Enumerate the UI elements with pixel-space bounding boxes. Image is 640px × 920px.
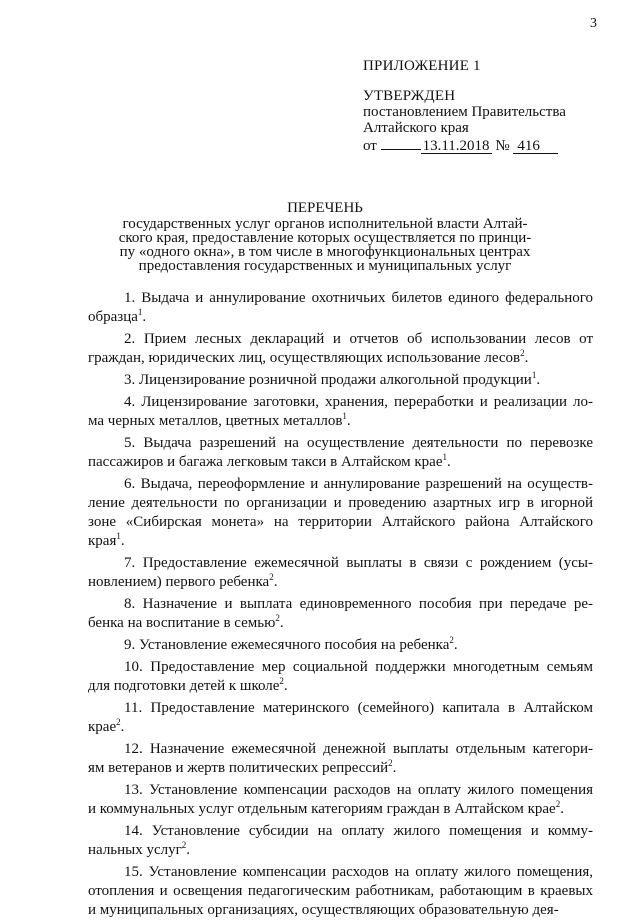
sentence-period: . — [273, 574, 278, 590]
service-item-line — [88, 863, 593, 882]
service-item-line — [88, 658, 593, 677]
service-item-text: для подготовки детей к школе — [88, 678, 280, 694]
service-item-text: ям ветеранов и жертв политических репрессий — [88, 760, 389, 776]
service-item-text: 12. Назначение ежемесячной денежной выплаты отдельным категори- — [124, 741, 593, 757]
service-item-text: 9. Установление ежемесячного пособия на ребенка — [124, 637, 450, 653]
footnote-marker: 2 — [555, 800, 561, 809]
sentence-period: . — [392, 760, 397, 776]
footnote-marker: 2 — [520, 349, 525, 358]
service-item-line — [88, 475, 593, 494]
service-item-text: новлением) первого ребенка — [88, 574, 270, 590]
service-item-line — [88, 740, 593, 759]
sentence-period: . — [283, 678, 288, 694]
sentence-period: . — [279, 615, 284, 631]
service-item-text: 3. Лицензирование розничной продажи алкогольной продукции — [124, 372, 532, 388]
service-item-line — [88, 822, 593, 841]
service-item — [88, 475, 593, 551]
sentence-period: . — [453, 637, 458, 653]
service-item-line — [88, 699, 593, 718]
service-item-line — [88, 371, 593, 390]
sentence-period: . — [447, 454, 451, 470]
service-item-text: 8. Назначение и выплата единовременного пособия при передаче ре- — [124, 596, 593, 612]
approval-block — [363, 58, 613, 154]
service-item-line — [88, 554, 593, 573]
footnote-marker: 2 — [269, 573, 274, 582]
approval-date: 13.11.2018 — [422, 138, 490, 154]
service-item-line — [88, 412, 593, 431]
service-item-line — [88, 393, 593, 412]
service-item-text: 6. Выдача, переоформление и аннулирование разрешений на осуществ- — [124, 476, 593, 492]
service-item-line — [88, 595, 593, 614]
service-item-line — [88, 513, 593, 532]
service-item-text: 4. Лицензирование заготовки, хранения, переработки и реализации ло- — [124, 394, 593, 410]
service-item-text: 2. Прием лесных деклараций и отчетов об использовании лесов от — [124, 331, 593, 347]
service-item-line — [88, 901, 593, 920]
footnote-marker: 2 — [388, 759, 393, 768]
service-item-line — [88, 636, 593, 655]
service-item — [88, 699, 593, 737]
service-item — [88, 554, 593, 592]
service-item — [88, 658, 593, 696]
service-item-line — [88, 573, 593, 592]
heading-line: предоставления государственных и муниципальных услуг — [138, 258, 512, 274]
service-item-line — [88, 718, 593, 737]
service-item-text: и коммунальных услуг отдельным категориям граждан в Алтайском крае — [88, 801, 556, 817]
sentence-period: . — [120, 719, 125, 735]
service-item — [88, 330, 593, 368]
sentence-period: . — [536, 372, 541, 388]
footnote-marker: 2 — [181, 841, 187, 850]
service-item-text: 1. Выдача и аннулирование охотничьих билетов единого федерального — [124, 290, 593, 306]
sentence-period: . — [186, 842, 191, 858]
service-item-line — [88, 781, 593, 800]
service-item-text: образца — [88, 309, 138, 325]
heading-title: ПЕРЕЧЕНЬ — [287, 200, 363, 216]
service-item-line — [88, 882, 593, 901]
service-item-text: 13. Установление компенсации расходов на оплату жилого помещения — [124, 782, 593, 798]
sentence-period: . — [346, 413, 351, 429]
service-item — [88, 393, 593, 431]
appendix-title: ПРИЛОЖЕНИЕ 1 — [363, 58, 481, 74]
service-item — [88, 595, 593, 633]
service-item-text: 15. Установление компенсации расходов на оплату жилого помещения, — [124, 864, 593, 880]
approval-line-1: постановлением Правительства — [363, 104, 566, 120]
sentence-period: . — [524, 350, 529, 366]
service-item — [88, 740, 593, 778]
service-item-line — [88, 434, 593, 453]
approval-number: 416 — [513, 139, 558, 154]
service-item-text: пассажиров и багажа легковым такси в Алтайском крае — [88, 454, 443, 470]
service-item-line — [88, 330, 593, 349]
service-item — [88, 434, 593, 472]
date-underline — [381, 136, 421, 150]
number-sign: № — [495, 138, 510, 154]
service-item — [88, 371, 593, 390]
service-item-text: 7. Предоставление ежемесячной выплаты в связи с рождением (усы- — [124, 555, 593, 571]
service-item — [88, 822, 593, 860]
service-item — [88, 781, 593, 819]
footnote-marker: 1 — [342, 412, 347, 421]
service-item-line — [88, 614, 593, 633]
footnote-marker: 2 — [275, 614, 280, 623]
footnote-marker: 1 — [116, 532, 121, 541]
service-item-line — [88, 677, 593, 696]
service-item-line — [88, 532, 593, 551]
service-item-text: нальных услуг — [88, 842, 182, 858]
service-item-text: зоне «Сибирская монета» на территории Алтайского района Алтайского — [88, 514, 593, 530]
service-item-line — [88, 494, 593, 513]
service-item-text: 5. Выдача разрешений на осуществление деятельности по перевозке — [124, 435, 593, 451]
service-item-text: крае — [88, 719, 117, 735]
sentence-period: . — [142, 309, 147, 325]
service-item-line — [88, 453, 593, 472]
service-item-text: края — [88, 533, 117, 549]
service-item-line — [88, 308, 593, 327]
footnote-marker: 1 — [442, 453, 447, 462]
service-item-line — [88, 841, 593, 860]
date-prefix: от — [363, 138, 377, 154]
services-list — [88, 289, 593, 920]
heading-line: ского края, предоставление которых осуществляется по принци- — [118, 230, 532, 246]
service-item-line — [88, 759, 593, 778]
approved-label: УТВЕРЖДЕН — [363, 88, 456, 104]
sentence-period: . — [120, 533, 125, 549]
service-item — [88, 289, 593, 327]
service-item-text: отопления и освещения педагогическим работникам, работающим в краевых — [88, 883, 593, 899]
service-item-text: ление деятельности по организации и проведению азартных игр в игорной — [88, 495, 593, 511]
service-item-text: граждан, юридических лиц, осуществляющих использование лесов — [88, 350, 521, 366]
footnote-marker: 2 — [449, 636, 454, 645]
service-item-line — [88, 800, 593, 819]
page-number: 3 — [590, 16, 597, 31]
service-item-text: ма черных металлов, цветных металлов — [88, 413, 343, 429]
footnote-marker: 2 — [116, 718, 121, 727]
service-item-text: 14. Установление субсидии на оплату жилого помещения и комму- — [124, 823, 593, 839]
service-item-text: 10. Предоставление мер социальной поддержки многодетным семьям — [124, 659, 593, 675]
approval-date-row — [363, 136, 613, 154]
footnote-marker: 1 — [137, 308, 143, 317]
service-item-text: и муниципальных организациях, осуществляющих образовательную дея- — [88, 902, 559, 918]
service-item — [88, 636, 593, 655]
service-item-line — [88, 289, 593, 308]
heading-line: государственных услуг органов исполнительной власти Алтай- — [122, 216, 528, 232]
footnote-marker: 1 — [531, 371, 537, 380]
service-item-text: 11. Предоставление материнского (семейного) капитала в Алтайском — [124, 700, 593, 716]
approval-line-2: Алтайского края — [363, 120, 469, 136]
footnote-marker: 2 — [279, 677, 284, 686]
service-item — [88, 863, 593, 920]
service-item-line — [88, 349, 593, 368]
document-heading — [110, 201, 540, 273]
service-item-text: бенка на воспитание в семью — [88, 615, 276, 631]
heading-line: пу «одного окна», в том числе в многофункциональных центрах — [119, 244, 531, 260]
sentence-period: . — [560, 801, 564, 817]
